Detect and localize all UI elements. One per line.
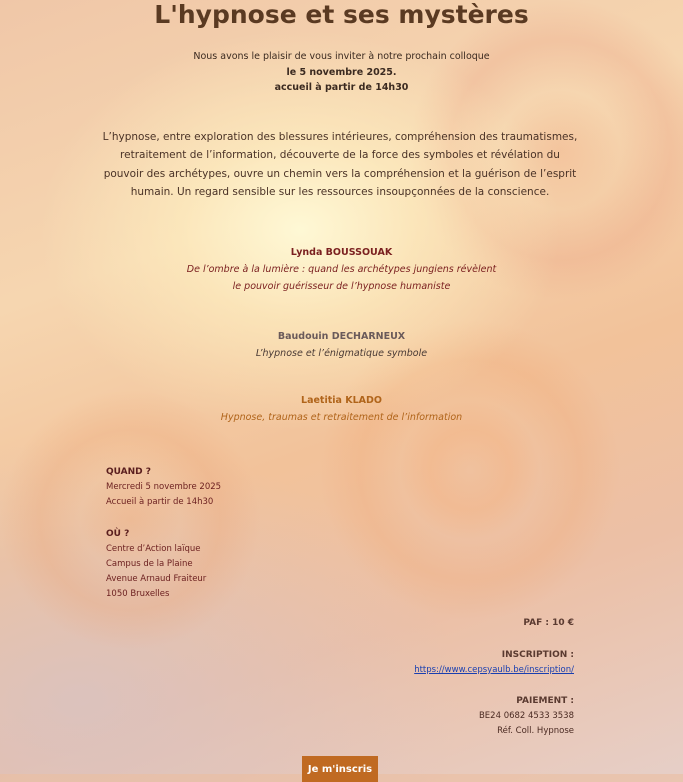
speaker-name: Lynda BOUSSOUAK — [290, 247, 393, 258]
speaker-1 — [0, 245, 683, 295]
where-line-4: 1050 Bruxelles — [106, 589, 170, 599]
where-heading: OÙ ? — [106, 529, 130, 539]
register-button[interactable]: Je m'inscris — [302, 756, 378, 782]
speaker-name: Baudouin DECHARNEUX — [277, 331, 406, 342]
speaker-talk-title: Hypnose, traumas et retraitement de l’information — [220, 412, 463, 423]
when-heading: QUAND ? — [106, 467, 152, 477]
paf-section — [523, 616, 574, 631]
where-line-1: Centre d’Action laïque — [106, 544, 201, 554]
page-title: L'hypnose et ses mystères — [154, 0, 529, 29]
speaker-talk-title: De l’ombre à la lumière : quand les archétypes jungiens révèlent — [186, 264, 497, 275]
inscription-heading: INSCRIPTION : — [501, 650, 574, 660]
payment-account: BE24 0682 4533 3538 — [478, 711, 574, 721]
speaker-name: Laetitia KLADO — [301, 395, 382, 406]
when-reception: Accueil à partir de 14h30 — [106, 497, 214, 507]
event-description: L’hypnose, entre exploration des blessures intérieures, compréhension des traumatismes, retraitement de l’information, découverte de la force des symboles et révélation du pouvoir des archétypes, ouvre un chemin vers la compréhension et la guérison de l’esprit humain. Un regard sensible sur les ressources insoupçonnées de la conscience. — [102, 131, 578, 198]
speaker-3 — [0, 393, 683, 426]
payment-heading: PAIEMENT : — [516, 696, 574, 706]
inscription-link[interactable]: https://www.cepsyaulb.be/inscription/ — [414, 665, 574, 675]
speaker-talk-title-cont: le pouvoir guérisseur de l’hypnose humaniste — [232, 281, 451, 292]
payment-section — [479, 694, 574, 739]
speaker-talk-title: L’hypnose et l’énigmatique symbole — [255, 348, 428, 359]
when-section — [106, 465, 221, 510]
where-line-2: Campus de la Plaine — [106, 559, 193, 569]
intro-reception: accueil à partir de 14h30 — [274, 82, 409, 93]
speaker-2 — [0, 329, 683, 362]
where-section — [106, 527, 206, 602]
paf-label: PAF : 10 € — [523, 618, 574, 628]
when-date: Mercredi 5 novembre 2025 — [106, 482, 222, 492]
intro-line-1: Nous avons le plaisir de vous inviter à notre prochain colloque — [193, 51, 490, 62]
inscription-section — [414, 648, 574, 678]
intro-date: le 5 novembre 2025. — [286, 66, 397, 78]
intro-text — [0, 49, 683, 96]
where-line-3: Avenue Arnaud Fraiteur — [106, 574, 207, 584]
payment-reference: Réf. Coll. Hypnose — [497, 726, 574, 736]
